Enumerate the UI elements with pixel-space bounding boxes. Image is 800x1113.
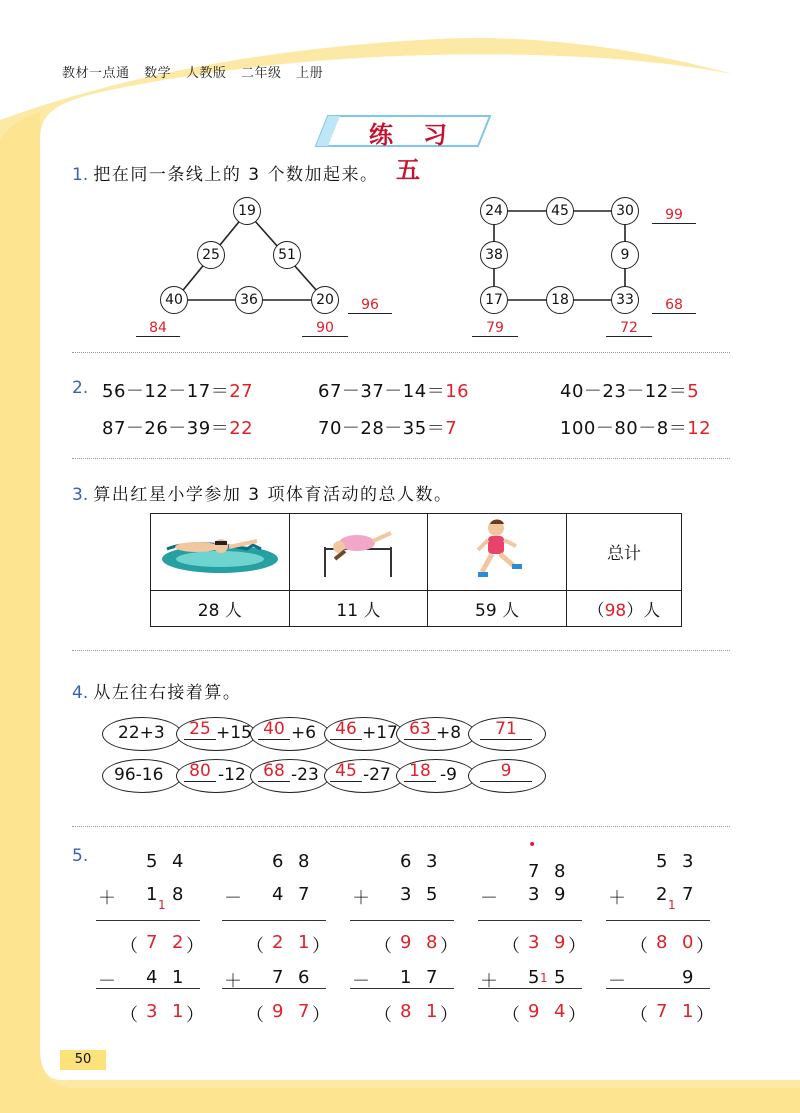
total-count: （98）人 xyxy=(566,590,681,626)
col3-a-ones: 3 xyxy=(426,851,438,872)
paren-close: ） xyxy=(696,936,714,957)
chain1-answer-4: 63 xyxy=(404,720,436,740)
col1-r2-tens: 3 xyxy=(146,1001,158,1022)
col4-carry-2: 1 xyxy=(540,971,548,985)
equation-2-answer: 16 xyxy=(445,381,470,402)
col1-operator-2: － xyxy=(98,971,116,992)
col5-carry: 1 xyxy=(668,898,676,912)
col4-line-1 xyxy=(478,920,582,921)
chain1-op-2: +6 xyxy=(291,723,317,743)
question-1-number: 1. xyxy=(72,165,89,185)
chain1-op-1: +15 xyxy=(216,723,252,743)
header-edition: 人教版 xyxy=(185,66,227,81)
chain2-op-1: -12 xyxy=(218,765,246,785)
square-mid-right-circle: 9 xyxy=(611,241,639,269)
col3-operator-1: ＋ xyxy=(352,888,370,909)
paren-open: （ xyxy=(120,936,138,957)
col5-operator-1: ＋ xyxy=(608,888,626,909)
swimming-image xyxy=(151,514,290,591)
square-bottom-answer: 68 xyxy=(652,297,696,314)
square-bottom-mid-circle: 18 xyxy=(546,286,574,314)
col3-r1-tens: 9 xyxy=(400,932,412,953)
col4-r1-tens: 3 xyxy=(528,932,540,953)
paren-close: ） xyxy=(312,936,330,957)
paren-open: （ xyxy=(246,936,264,957)
equation-3: 40－23－12＝5 xyxy=(560,381,700,402)
question-4-text: 从左往右接着算。 xyxy=(93,683,242,703)
header-grade: 二年级 xyxy=(240,66,282,81)
col4-a-tens: 7 xyxy=(528,861,540,882)
col2-operator-2: ＋ xyxy=(224,971,242,992)
paren-open: （ xyxy=(374,936,392,957)
paren-close: ） xyxy=(440,1005,458,1026)
square-bottom-right-circle: 33 xyxy=(611,286,639,314)
square-top-right-circle: 30 xyxy=(611,197,639,225)
col5-b-tens: 2 xyxy=(656,884,668,905)
col3-c-ones: 7 xyxy=(426,967,438,988)
col1-b-tens: 1 xyxy=(146,884,158,905)
triangle-bottom-mid-circle: 36 xyxy=(235,286,263,314)
total-header: 总计 xyxy=(566,514,681,591)
chain2-answer-3: 45 xyxy=(330,762,362,782)
col4-operator-1: － xyxy=(480,888,498,909)
chain1-op-3: +17 xyxy=(362,723,398,743)
col5-r1-tens: 8 xyxy=(656,932,668,953)
square-top-mid-circle: 45 xyxy=(546,197,574,225)
square-right-answer: 72 xyxy=(606,320,652,337)
col3-b-tens: 3 xyxy=(400,884,412,905)
square-mid-left-circle: 38 xyxy=(480,241,508,269)
chain2-op-2: -23 xyxy=(291,765,319,785)
chain1-final: 71 xyxy=(480,720,532,740)
triangle-right-mid-circle: 51 xyxy=(273,241,301,269)
col2-line-1 xyxy=(222,920,326,921)
col2-operator-1: － xyxy=(224,888,242,909)
high-jump-image xyxy=(289,514,428,591)
col5-r2-ones: 1 xyxy=(682,1001,694,1022)
col5-r1-ones: 0 xyxy=(682,932,694,953)
col1-r1-tens: 7 xyxy=(146,932,158,953)
header-subject: 数学 xyxy=(144,66,172,81)
col1-line-1 xyxy=(96,920,200,921)
col2-r1-ones: 1 xyxy=(298,932,310,953)
high-jumper-icon xyxy=(295,519,421,579)
col2-c-ones: 6 xyxy=(298,967,310,988)
chain2-answer-1: 80 xyxy=(184,762,216,782)
col2-a-ones: 8 xyxy=(298,851,310,872)
triangle-bottom-left-circle: 40 xyxy=(160,286,188,314)
equation-5-answer: 7 xyxy=(445,418,458,439)
col2-r1-tens: 2 xyxy=(272,932,284,953)
equation-2: 67－37－14＝16 xyxy=(318,381,470,402)
col3-r2-tens: 8 xyxy=(400,1001,412,1022)
col4-b-ones: 9 xyxy=(554,884,566,905)
col2-r2-ones: 7 xyxy=(298,1001,310,1022)
equation-5: 70－28－35＝7 xyxy=(318,418,458,439)
col3-c-tens: 1 xyxy=(400,967,412,988)
equation-3-answer: 5 xyxy=(687,381,700,402)
sports-table xyxy=(150,513,682,627)
question-4-number: 4. xyxy=(72,683,89,703)
col3-a-tens: 6 xyxy=(400,851,412,872)
col1-c-tens: 4 xyxy=(146,967,158,988)
col5-b-ones: 7 xyxy=(682,884,694,905)
equation-6-answer: 12 xyxy=(687,418,712,439)
col2-a-tens: 6 xyxy=(272,851,284,872)
paren-close: ） xyxy=(312,1005,330,1026)
col2-b-tens: 4 xyxy=(272,884,284,905)
paren-open: （ xyxy=(374,1005,392,1026)
col1-a-ones: 4 xyxy=(172,851,184,872)
running-image xyxy=(428,514,567,591)
paren-close: ） xyxy=(568,1005,586,1026)
paren-open: （ xyxy=(120,1005,138,1026)
swimming-count: 28 人 xyxy=(151,590,290,626)
header-volume: 上册 xyxy=(296,66,324,81)
divider xyxy=(72,650,730,651)
col4-r2-tens: 9 xyxy=(528,1001,540,1022)
col5-a-tens: 5 xyxy=(656,851,668,872)
square-bottom-left-circle: 17 xyxy=(480,286,508,314)
paren-open: （ xyxy=(502,1005,520,1026)
chain2-op-3: -27 xyxy=(363,765,391,785)
col3-b-ones: 5 xyxy=(426,884,438,905)
col2-r2-tens: 9 xyxy=(272,1001,284,1022)
col3-r1-ones: 8 xyxy=(426,932,438,953)
borrow-dot: • xyxy=(528,837,537,853)
col2-b-ones: 7 xyxy=(298,884,310,905)
col1-b-ones: 8 xyxy=(172,884,184,905)
running-count: 59 人 xyxy=(428,590,567,626)
triangle-bottom-answer: 90 xyxy=(302,320,348,337)
swimmer-icon xyxy=(157,519,283,579)
question-3-number: 3. xyxy=(72,485,89,505)
paren-close: ） xyxy=(186,1005,204,1026)
chain1-start: 22+3 xyxy=(118,723,165,743)
paren-open: （ xyxy=(630,1005,648,1026)
chain1-answer-3: 46 xyxy=(330,720,362,740)
square-left-answer: 79 xyxy=(472,320,518,337)
col4-c-ones: 5 xyxy=(554,967,566,988)
col4-r1-ones: 9 xyxy=(554,932,566,953)
col1-operator-1: ＋ xyxy=(98,888,116,909)
paren-close: ） xyxy=(696,1005,714,1026)
chain1-answer-1: 25 xyxy=(184,720,216,740)
equation-1: 56－12－17＝27 xyxy=(102,381,254,402)
question-5-number: 5. xyxy=(72,846,89,866)
question-1-text: 把在同一条线上的 3 个数加起来。 xyxy=(93,165,379,185)
square-top-answer: 99 xyxy=(652,207,696,224)
col5-r2-tens: 7 xyxy=(656,1001,668,1022)
equation-6: 100－80－8＝12 xyxy=(560,418,712,439)
paren-open: （ xyxy=(502,936,520,957)
chain1-op-4: +8 xyxy=(436,723,462,743)
paren-close: ） xyxy=(440,936,458,957)
col1-c-ones: 1 xyxy=(172,967,184,988)
triangle-bottom-right-circle: 20 xyxy=(311,286,339,314)
col2-c-tens: 7 xyxy=(272,967,284,988)
divider xyxy=(72,458,730,459)
chain2-op-4: -9 xyxy=(440,765,457,785)
question-4 xyxy=(72,678,241,703)
triangle-left-mid-circle: 25 xyxy=(197,241,225,269)
chain2-start: 96-16 xyxy=(114,765,164,785)
paren-close: ） xyxy=(186,936,204,957)
square-top-left-circle: 24 xyxy=(480,197,508,225)
paren-close: ） xyxy=(568,936,586,957)
col4-a-ones: 8 xyxy=(554,861,566,882)
paren-open: （ xyxy=(630,936,648,957)
question-2-number: 2. xyxy=(72,378,89,398)
page-number: 50 xyxy=(60,1050,106,1070)
chain2-answer-2: 68 xyxy=(258,762,290,782)
col4-c-tens: 5 xyxy=(528,967,540,988)
equation-4: 87－26－39＝22 xyxy=(102,418,254,439)
divider xyxy=(72,352,730,353)
col1-r1-ones: 2 xyxy=(172,932,184,953)
col3-line-1 xyxy=(350,920,454,921)
col3-r2-ones: 1 xyxy=(426,1001,438,1022)
col5-a-ones: 3 xyxy=(682,851,694,872)
col4-r2-ones: 4 xyxy=(554,1001,566,1022)
chain2-answer-4: 18 xyxy=(404,762,436,782)
question-3-text: 算出红星小学参加 3 项体育活动的总人数。 xyxy=(93,485,453,505)
col1-carry: 1 xyxy=(158,898,166,912)
col4-operator-2: ＋ xyxy=(480,971,498,992)
runner-icon xyxy=(434,516,560,582)
col1-r2-ones: 1 xyxy=(172,1001,184,1022)
paren-open: （ xyxy=(246,1005,264,1026)
col5-line-1 xyxy=(606,920,710,921)
equation-4-answer: 22 xyxy=(229,418,254,439)
divider xyxy=(72,826,730,827)
header-book: 教材一点通 xyxy=(62,66,130,81)
triangle-top-circle: 19 xyxy=(233,197,261,225)
col5-operator-2: － xyxy=(608,971,626,992)
chain2-final: 9 xyxy=(480,762,532,782)
col5-c-ones: 9 xyxy=(682,967,694,988)
chain1-answer-2: 40 xyxy=(258,720,290,740)
question-3 xyxy=(72,480,452,505)
col3-operator-2: － xyxy=(352,971,370,992)
high-jump-count: 11 人 xyxy=(289,590,428,626)
total-answer: 98 xyxy=(604,600,627,621)
equation-1-answer: 27 xyxy=(229,381,254,402)
col1-a-tens: 5 xyxy=(146,851,158,872)
triangle-right-answer: 96 xyxy=(348,297,392,314)
col4-b-tens: 3 xyxy=(528,884,540,905)
triangle-left-answer: 84 xyxy=(136,320,180,337)
page-title: 练习五 xyxy=(369,120,477,184)
